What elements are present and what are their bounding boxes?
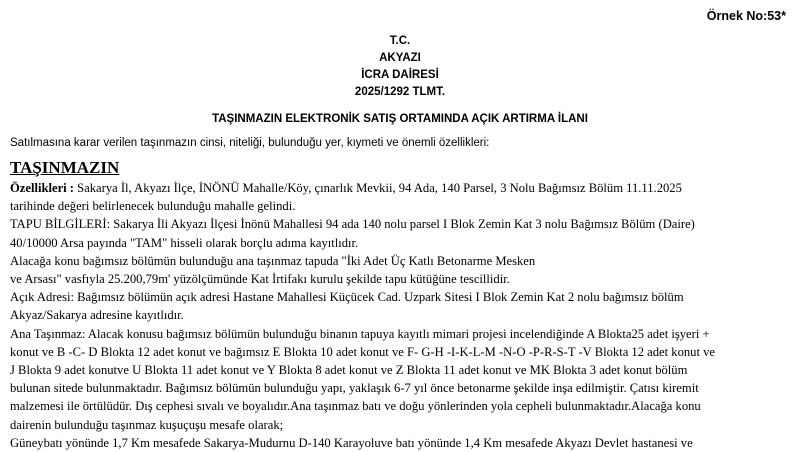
header-file-number: 2025/1292 TLMT. bbox=[354, 86, 446, 98]
main-property-line: ve Arsası" vasfıyla 25.200,79m' yüzölçümünde Kat İrtifakı kurulu şekilde tapu kütüğüne tescillidir. bbox=[10, 272, 510, 287]
features-line: tarihinde değeri belirlenecek bulunduğu mahalle gelindi. bbox=[10, 199, 296, 214]
header-office: İCRA DAİRESİ bbox=[361, 69, 439, 81]
title-deed-line: 40/10000 Arsa payında "TAM" hisseli olarak borçlu adıma kayıtlıdır. bbox=[10, 235, 359, 250]
main-building-line: konut ve B -C- D Blokta 12 adet konut ve bağımsız E Blokta 10 adet konut ve F- G-H -I-K-L-M -N-O -P-R-S-T -V Blokta 12 adet konut ve bbox=[10, 344, 716, 359]
features-label: Özellikleri : bbox=[10, 181, 74, 195]
main-building-line: bulunan sitede bulunmaktadır. Bağımsız bölümün bulunduğu yapı, yaklaşık 6-7 yıl önce betonarme şekilde inşa edilmiştir. Çatısı kiremit bbox=[10, 381, 699, 396]
main-building-line: Ana Taşınmaz: Alacak konusu bağımsız bölümün bulunduğu binanın tapuya kayıtlı mimari projesi incelendiğinde A Blokta25 adet işyeri + bbox=[10, 326, 710, 341]
main-building-line: dairenin bulunduğu taşınmaz kuşuçuşu mesafe olarak; bbox=[10, 417, 284, 432]
property-details bbox=[10, 179, 792, 452]
header-tc: T.C. bbox=[389, 35, 411, 47]
intro-text: Satılmasına karar verilen taşınmazın cinsi, niteliği, bulunduğu yer, kıymeti ve önemli özellikleri: bbox=[10, 137, 490, 149]
document-title: TAŞINMAZIN ELEKTRONİK SATIŞ ORTAMINDA AÇIK ARTIRMA İLANI bbox=[212, 113, 588, 125]
section-title: TAŞINMAZIN bbox=[10, 158, 120, 177]
main-building-line: J Blokta 9 adet konutve U Blokta 11 adet konut ve Y Blokta 8 adet konut ve Z Blokta 11 adet konut ve MK Blokta 3 adet konut bölüm bbox=[10, 363, 688, 378]
sample-number: Örnek No:53* bbox=[706, 9, 786, 23]
location-line: Güneybatı yönünde 1,7 Km mesafede Sakarya-Mudurnu D-140 Karayoluve batı yönünde 1,4 Km mesafede Akyazı Devlet hastanesi ve bbox=[10, 435, 693, 450]
title-deed-line: TAPU BİLGİLERİ: Sakarya İli Akyazı İlçesi İnönü Mahallesi 94 ada 140 nolu parsel I Blok Zemin Kat 3 nolu Bağımsız Bölüm (Daire) bbox=[10, 217, 695, 232]
main-building-line: malzemesi ile örtülüdür. Dış cephesi sıvalı ve boyalıdır.Ana taşınmaz batı ve doğu yönlerinden yola cepheli bulunmaktadır.Alacağa konu bbox=[10, 399, 701, 414]
address-line: Akyaz/Sakarya adresine kayıtlıdır. bbox=[10, 308, 184, 323]
address-line: Açık Adresi: Bağımsız bölümün açık adresi Hastane Mahallesi Küçücek Cad. Uzpark Sitesi I Blok Zemin Kat 2 nolu bağımsız bölüm bbox=[10, 290, 684, 305]
features-text: Sakarya İl, Akyazı İlçe, İNÖNÜ Mahalle/Köy, çınarlık Mevkii, 94 Ada, 140 Parsel, 3 Nolu Bağımsız Bölüm 11.11.2025 bbox=[74, 181, 682, 195]
main-property-line: Alacağa konu bağımsız bölümün bulunduğu ana taşınmaz tapuda "İki Adet Üç Katlı Betonarme Mesken bbox=[10, 253, 536, 268]
features-line bbox=[10, 179, 792, 197]
header-city: AKYAZI bbox=[379, 52, 421, 64]
